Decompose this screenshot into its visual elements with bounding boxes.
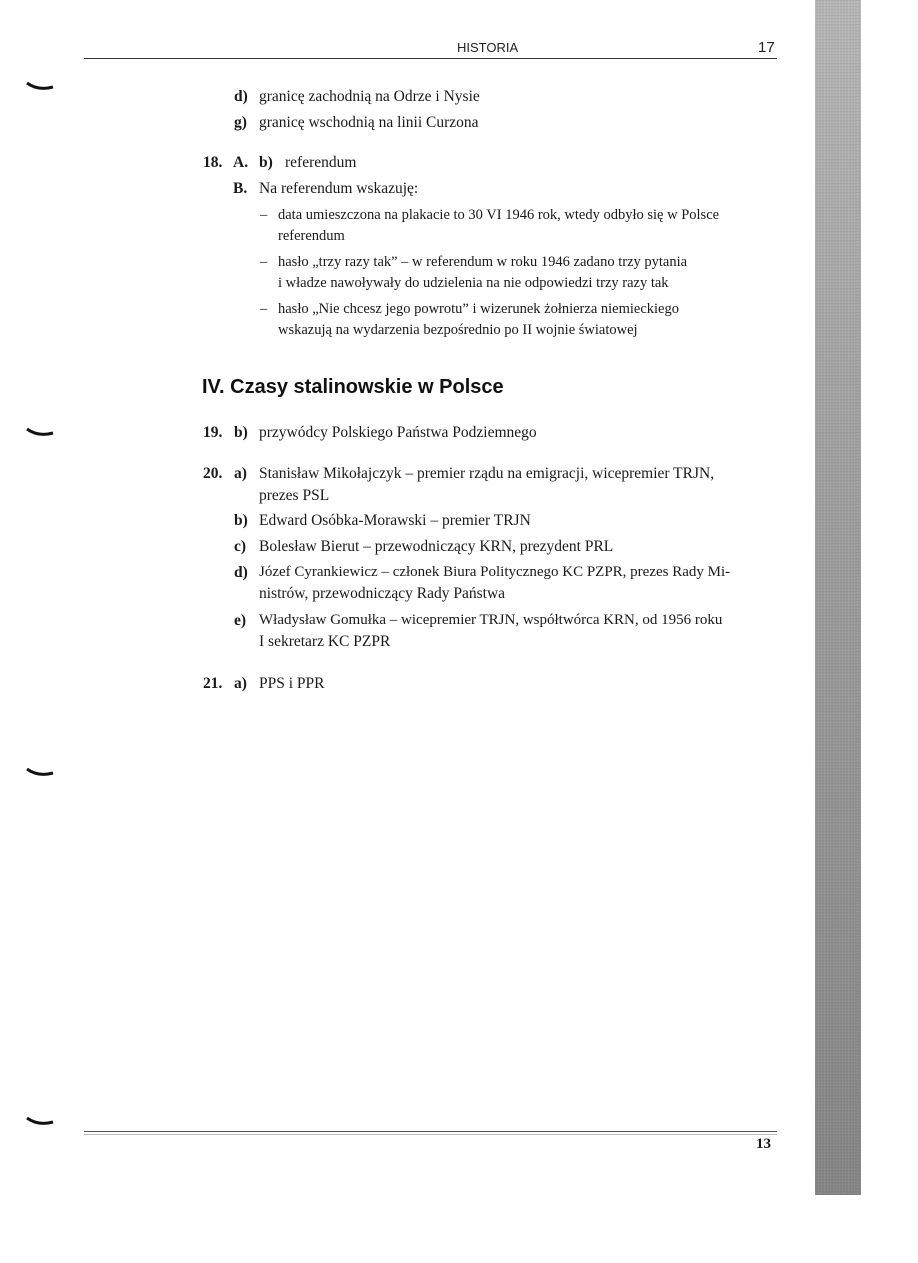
question-number: 20. xyxy=(203,465,223,482)
answer-text: PPS i PPR xyxy=(259,675,325,692)
answer-text: Józef Cyrankiewicz – członek Biura Politycznego KC PZPR, prezes Rady Mi- xyxy=(259,564,731,580)
answer-text: granicę wschodnią na linii Curzona xyxy=(259,114,479,131)
answer-letter: d) xyxy=(234,88,248,105)
binding-mark-icon xyxy=(26,428,54,438)
footer-rule xyxy=(84,1131,777,1132)
bullet-text: i władze nawoływały do udzielenia na nie odpowiedzi trzy razy tak xyxy=(278,275,669,291)
question-number: 18. xyxy=(203,154,223,171)
bullet-dash: – xyxy=(260,207,268,223)
answer-letter: g) xyxy=(234,114,247,131)
bullet-text: referendum xyxy=(278,228,345,244)
answer-text: nistrów, przewodniczący Rady Państwa xyxy=(259,585,506,602)
running-header-title: HISTORIA xyxy=(457,40,519,55)
question-number: 21. xyxy=(203,675,223,692)
answer-letter: d) xyxy=(234,564,248,581)
section-heading: IV. Czasy stalinowskie w Polsce xyxy=(202,376,504,398)
running-header-page-number: 17 xyxy=(758,39,775,56)
bullet-text: hasło „trzy razy tak” – w referendum w roku 1946 zadano trzy pytania xyxy=(278,254,688,270)
answer-letter: a) xyxy=(234,675,247,692)
answer-letter: b) xyxy=(234,512,248,529)
binding-mark-icon xyxy=(26,82,54,92)
header-rule xyxy=(84,58,777,59)
answer-text: przywódcy Polskiego Państwa Podziemnego xyxy=(259,424,537,441)
answer-text: Władysław Gomułka – wicepremier TRJN, współtwórca KRN, od 1956 roku xyxy=(259,612,723,628)
answer-text: Edward Osóbka-Morawski – premier TRJN xyxy=(259,512,531,529)
bullet-text: wskazują na wydarzenia bezpośrednio po II wojnie światowej xyxy=(278,322,638,338)
footer-rule xyxy=(84,1134,777,1135)
bullet-text: hasło „Nie chcesz jego powrotu” i wizerunek żołnierza niemieckiego xyxy=(278,301,679,317)
binding-mark-icon xyxy=(26,1117,54,1127)
part-label: A. xyxy=(233,154,249,171)
answer-text: Stanisław Mikołajczyk – premier rządu na emigracji, wicepremier TRJN, xyxy=(259,465,715,482)
scan-edge-shadow xyxy=(815,0,861,1195)
answer-text: Na referendum wskazuję: xyxy=(259,180,419,197)
bullet-dash: – xyxy=(260,254,268,270)
answer-letter: b) xyxy=(259,154,273,171)
bullet-dash: – xyxy=(260,301,268,317)
answer-text: referendum xyxy=(285,154,357,171)
bullet-text: data umieszczona na plakacie to 30 VI 1946 rok, wtedy odbyło się w Polsce xyxy=(278,207,720,223)
answer-letter: b) xyxy=(234,424,248,441)
binding-mark-icon xyxy=(26,768,54,778)
answer-text: Bolesław Bierut – przewodniczący KRN, prezydent PRL xyxy=(259,538,614,555)
answer-text: granicę zachodnią na Odrze i Nysie xyxy=(259,88,480,105)
page-number: 13 xyxy=(756,1136,771,1152)
part-label: B. xyxy=(233,180,248,197)
answer-letter: a) xyxy=(234,465,247,482)
answer-text: I sekretarz KC PZPR xyxy=(259,633,391,650)
answer-letter: e) xyxy=(234,612,247,629)
question-number: 19. xyxy=(203,424,223,441)
answer-text: prezes PSL xyxy=(259,487,330,504)
answer-letter: c) xyxy=(234,538,247,555)
